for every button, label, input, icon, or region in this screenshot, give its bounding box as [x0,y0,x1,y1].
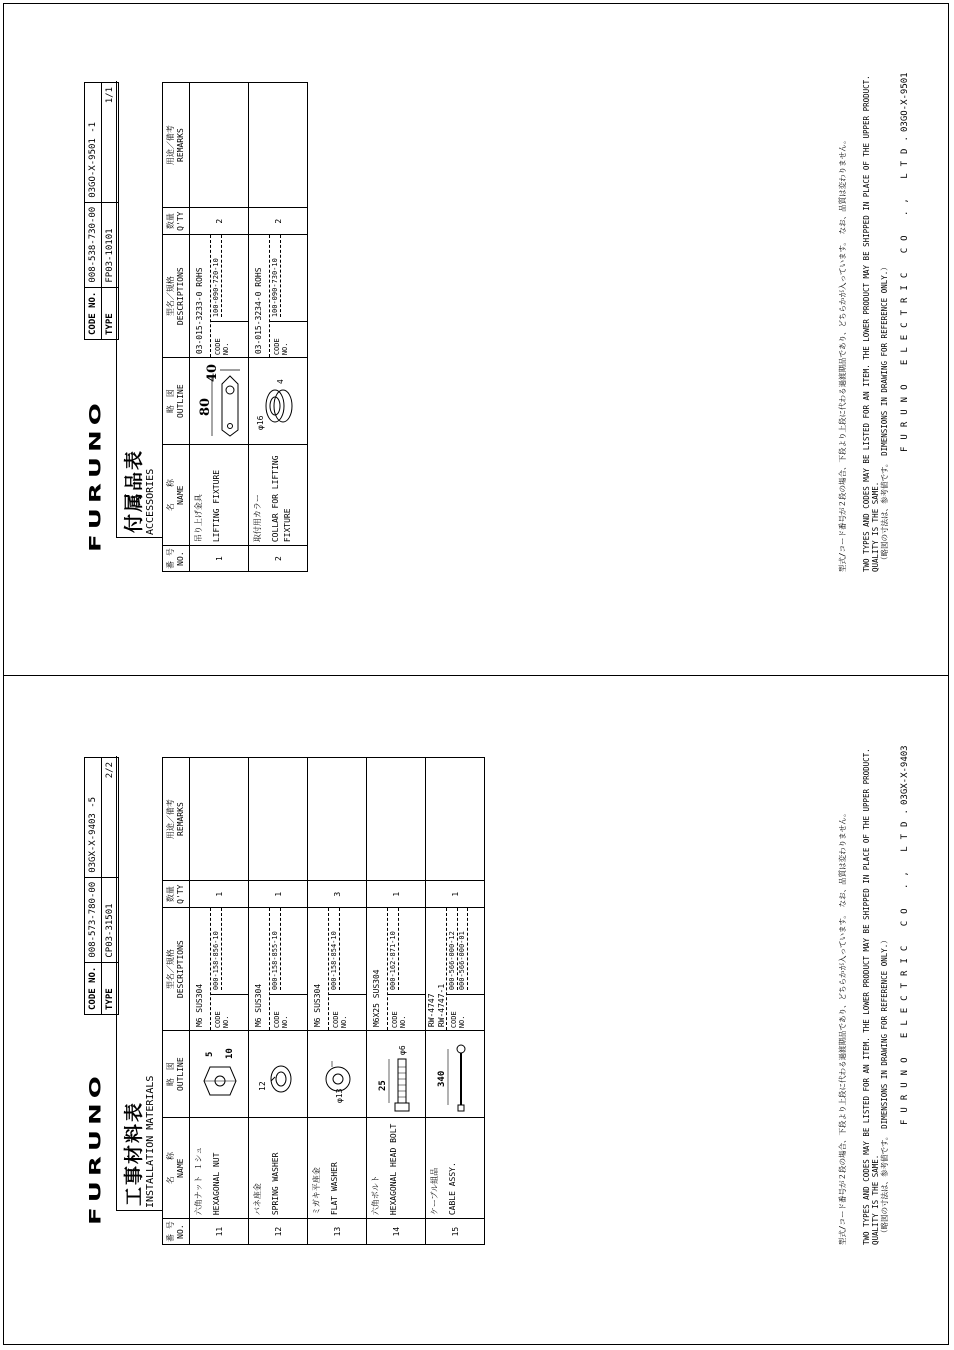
item-description [190,235,249,358]
item-qty: 1 [426,881,485,908]
item-description [426,908,485,1031]
code-no-label: CODE NO. [85,962,102,1014]
item-name-jp: 六角ナット １シュ [194,1146,203,1216]
item-remarks [426,758,485,881]
collar-drawing [249,362,307,444]
item-code [448,908,468,990]
footer-note-dimensions: （略図の寸法は、参考値です。 DIMENSIONS IN DRAWING FOR REFERENCE ONLY.） [880,936,889,1237]
item-remarks [249,758,308,881]
item-remarks [367,758,426,881]
accessories-footer [838,52,918,572]
doc-no [85,83,102,203]
dim-length: 80 [198,398,213,417]
item-name-en: CABLE ASSY. [448,1162,457,1216]
col-descriptions: 型名／規格 DESCRIPTIONS [163,235,190,358]
item-remarks [190,83,249,208]
dim-length: 25 [378,1080,388,1092]
item-no: 15 [426,1219,485,1245]
type-value: CP03-31501 [102,877,119,962]
item-outline [249,358,308,445]
footer-note-quality: QUALITY IS THE SAME. [871,481,880,572]
title-en: ACCESSORIES [145,468,156,535]
page-number-value: 2/2 [105,762,115,779]
item-name-jp: バネ座金 [253,1183,262,1216]
item-type: 03-015-3234-0 ROHS [254,267,263,355]
company-name: FURUNO ELECTRIC CO ., LTD. [900,802,910,1125]
item-code-value: 100-090-720-10 [212,235,222,317]
code-no-value: 008-573-780-00 [85,877,102,962]
item-outline [249,1031,308,1118]
item-name-jp: 六角ボルト [371,1175,380,1216]
col-qty: 数量 Q'TY [163,208,190,235]
table-row [190,758,249,1245]
dim-diameter: φ16 [256,415,265,431]
col-no: 番 号 NO. [163,546,190,572]
furuno-logo: FURUNO [86,398,105,552]
installation-footer [838,725,918,1245]
footer-note-en: TWO TYPES AND CODES MAY BE LISTED FOR AN ITEM. THE LOWER PRODUCT MAY BE SHIPPED IN PLACE OF THE UPPER PRODUCT. [862,748,871,1245]
dim-diameter: φ13 [335,1088,344,1104]
item-type: RW-4747 [427,993,436,1028]
item-remarks [308,758,367,881]
item-name-en: HEXAGONAL HEAD BOLT [389,1123,398,1216]
item-code-value: 100-090-730-10 [271,235,281,317]
dim-diameter: φ6 [398,1045,407,1056]
item-name-jp: 取付用カラー [253,494,262,543]
item-remarks [249,83,308,208]
doc-no-value: 03GO-X-9501 -1 [88,121,98,198]
footer-doc-number: 03GX-X-9403 [900,745,910,805]
installation-panel [84,757,502,1245]
col-name: 名 称 NAME [163,1118,190,1219]
col-no: 番 号 NO. [163,1219,190,1245]
lifting-fixture-drawing [190,362,248,444]
item-code-value-alt: 000-566-000-01 [458,908,468,990]
item-qty: 3 [308,881,367,908]
item-name [249,1118,308,1219]
item-qty: 1 [190,881,249,908]
spring-washer-drawing [249,1035,307,1117]
col-outline: 略 図 OUTLINE [163,358,190,445]
item-remarks [190,758,249,881]
flat-washer-drawing [308,1035,366,1117]
item-name [190,445,249,546]
item-code [271,908,281,990]
item-no: 13 [308,1219,367,1245]
item-name-jp: 吊り上げ金具 [194,494,203,543]
code-box [84,82,119,340]
code-no-value: 008-538-730-00 [85,202,102,287]
code-box [84,757,119,1015]
item-no: 1 [190,546,249,572]
item-outline [190,358,249,445]
col-remarks: 用途／備考 REMARKS [163,758,190,881]
installation-header [84,757,162,1245]
item-outline [190,1031,249,1118]
type-label: TYPE [102,962,119,1014]
item-description [308,908,367,1031]
table-header-row [163,83,190,572]
code-no-label: CODE NO. [210,994,248,1030]
footer-note-en: TWO TYPES AND CODES MAY BE LISTED FOR AN ITEM. THE LOWER PRODUCT MAY BE SHIPPED IN PLACE OF THE UPPER PRODUCT. [862,75,871,572]
item-description [249,908,308,1031]
doc-no [85,758,102,878]
item-type: M6X25 SUS304 [372,969,381,1028]
item-code [212,908,222,990]
page-number-value: 1/1 [105,87,115,104]
title-area [116,756,163,1211]
item-code [330,908,340,990]
table-row [249,83,308,572]
code-no-label: CODE NO. [210,321,248,357]
item-name-en: HEXAGONAL NUT [212,1152,221,1216]
item-code-value: 000-158-856-10 [212,908,222,990]
item-outline [367,1031,426,1118]
item-no: 14 [367,1219,426,1245]
col-remarks: 用途／備考 REMARKS [163,83,190,208]
company-name: FURUNO ELECTRIC CO ., LTD. [900,129,910,452]
item-name-en: COLLAR FOR LIFTING FIXTURE [271,455,292,543]
dim-thickness: 4 [276,379,285,385]
item-name-jp: ミガキ平座金 [312,1167,321,1216]
table-row [367,758,426,1245]
code-no-label: CODE NO. [269,321,307,357]
item-name-en: SPRING WASHER [271,1152,280,1216]
dim-height: 5 [205,1051,215,1058]
item-outline [308,1031,367,1118]
dim-length: 340 [437,1070,447,1088]
table-row [249,758,308,1245]
accessories-table [162,82,308,572]
item-qty: 1 [249,881,308,908]
item-code-value: 000-158-854-10 [330,908,340,990]
col-descriptions: 型名／規格 DESCRIPTIONS [163,908,190,1031]
footer-note-quality: QUALITY IS THE SAME. [871,1154,880,1245]
col-qty: 数量 Q'TY [163,881,190,908]
item-description [249,235,308,358]
item-description [367,908,426,1031]
footer-doc-number: 03GO-X-9501 [900,72,910,132]
footer-note-jp: 型式/コード番号が２段の場合、下段より上段に代わる過渡期品であり、どちらかが入っています。 なお、品質は変わりません。 [838,136,847,572]
item-type: 03-015-3233-0 ROHS [195,267,204,355]
item-type: M6 SUS304 [313,983,322,1028]
item-qty: 1 [367,881,426,908]
installation-table [162,757,485,1245]
col-outline: 略 図 OUTLINE [163,1031,190,1118]
item-type: M6 SUS304 [254,983,263,1028]
item-name [367,1118,426,1219]
item-code-value: 000-566-000-12 [448,908,458,990]
item-code-value: 000-158-855-10 [271,908,281,990]
code-no-label: CODE NO. [387,994,425,1030]
accessories-panel [84,82,326,572]
type-label: TYPE [102,287,119,339]
hex-nut-drawing [190,1035,248,1117]
installation-sheet [0,675,954,1350]
table-row [426,758,485,1245]
cable-assy-drawing [426,1035,484,1117]
footer-note-jp: 型式/コード番号が２段の場合、下段より上段に代わる過渡期品であり、どちらかが入っています。 なお、品質は変わりません。 [838,809,847,1245]
item-no: 2 [249,546,308,572]
code-no-label: CODE NO. [269,994,307,1030]
item-code-value: 000-162-871-10 [389,908,399,990]
accessories-header [84,82,162,572]
hex-bolt-drawing [367,1035,425,1117]
item-qty: 2 [249,208,308,235]
title-jp: 工事材料表 [123,1100,145,1206]
item-qty: 2 [190,208,249,235]
furuno-logo: FURUNO [86,1071,105,1225]
type-value: FP03-10101 [102,202,119,287]
footer-note-dimensions: （略図の寸法は、参考値です。 DIMENSIONS IN DRAWING FOR REFERENCE ONLY.） [880,263,889,564]
item-name-en: FLAT WASHER [330,1162,339,1216]
dim-diameter: 12 [258,1081,267,1092]
code-no-label: CODE NO. [328,994,366,1030]
col-name: 名 称 NAME [163,445,190,546]
table-row [190,83,249,572]
code-no-label: CODE NO. [85,287,102,339]
table-row [308,758,367,1245]
item-name [308,1118,367,1219]
dim-width: 40 [205,364,220,383]
item-name [190,1118,249,1219]
item-no: 11 [190,1219,249,1245]
item-name-en: LIFTING FIXTURE [212,469,221,543]
item-no: 12 [249,1219,308,1245]
dim-width: 10 [225,1048,235,1060]
item-description [190,908,249,1031]
title-en: INSTALLATION MATERIALS [145,1075,156,1208]
title-jp: 付属品表 [123,448,145,533]
item-name [249,445,308,546]
table-header-row [163,758,190,1245]
item-name [426,1118,485,1219]
item-type-alt: RW-4747-1 [437,983,446,1028]
item-code [389,908,399,990]
item-code [271,235,281,317]
doc-no-value: 03GX-X-9403 -5 [88,796,98,873]
code-no-label: CODE NO. [446,994,484,1030]
item-outline [426,1031,485,1118]
item-name-jp: ケーブル組品 [430,1167,439,1216]
item-code [212,235,222,317]
title-area [116,81,163,538]
item-type: M6 SUS304 [195,983,204,1028]
